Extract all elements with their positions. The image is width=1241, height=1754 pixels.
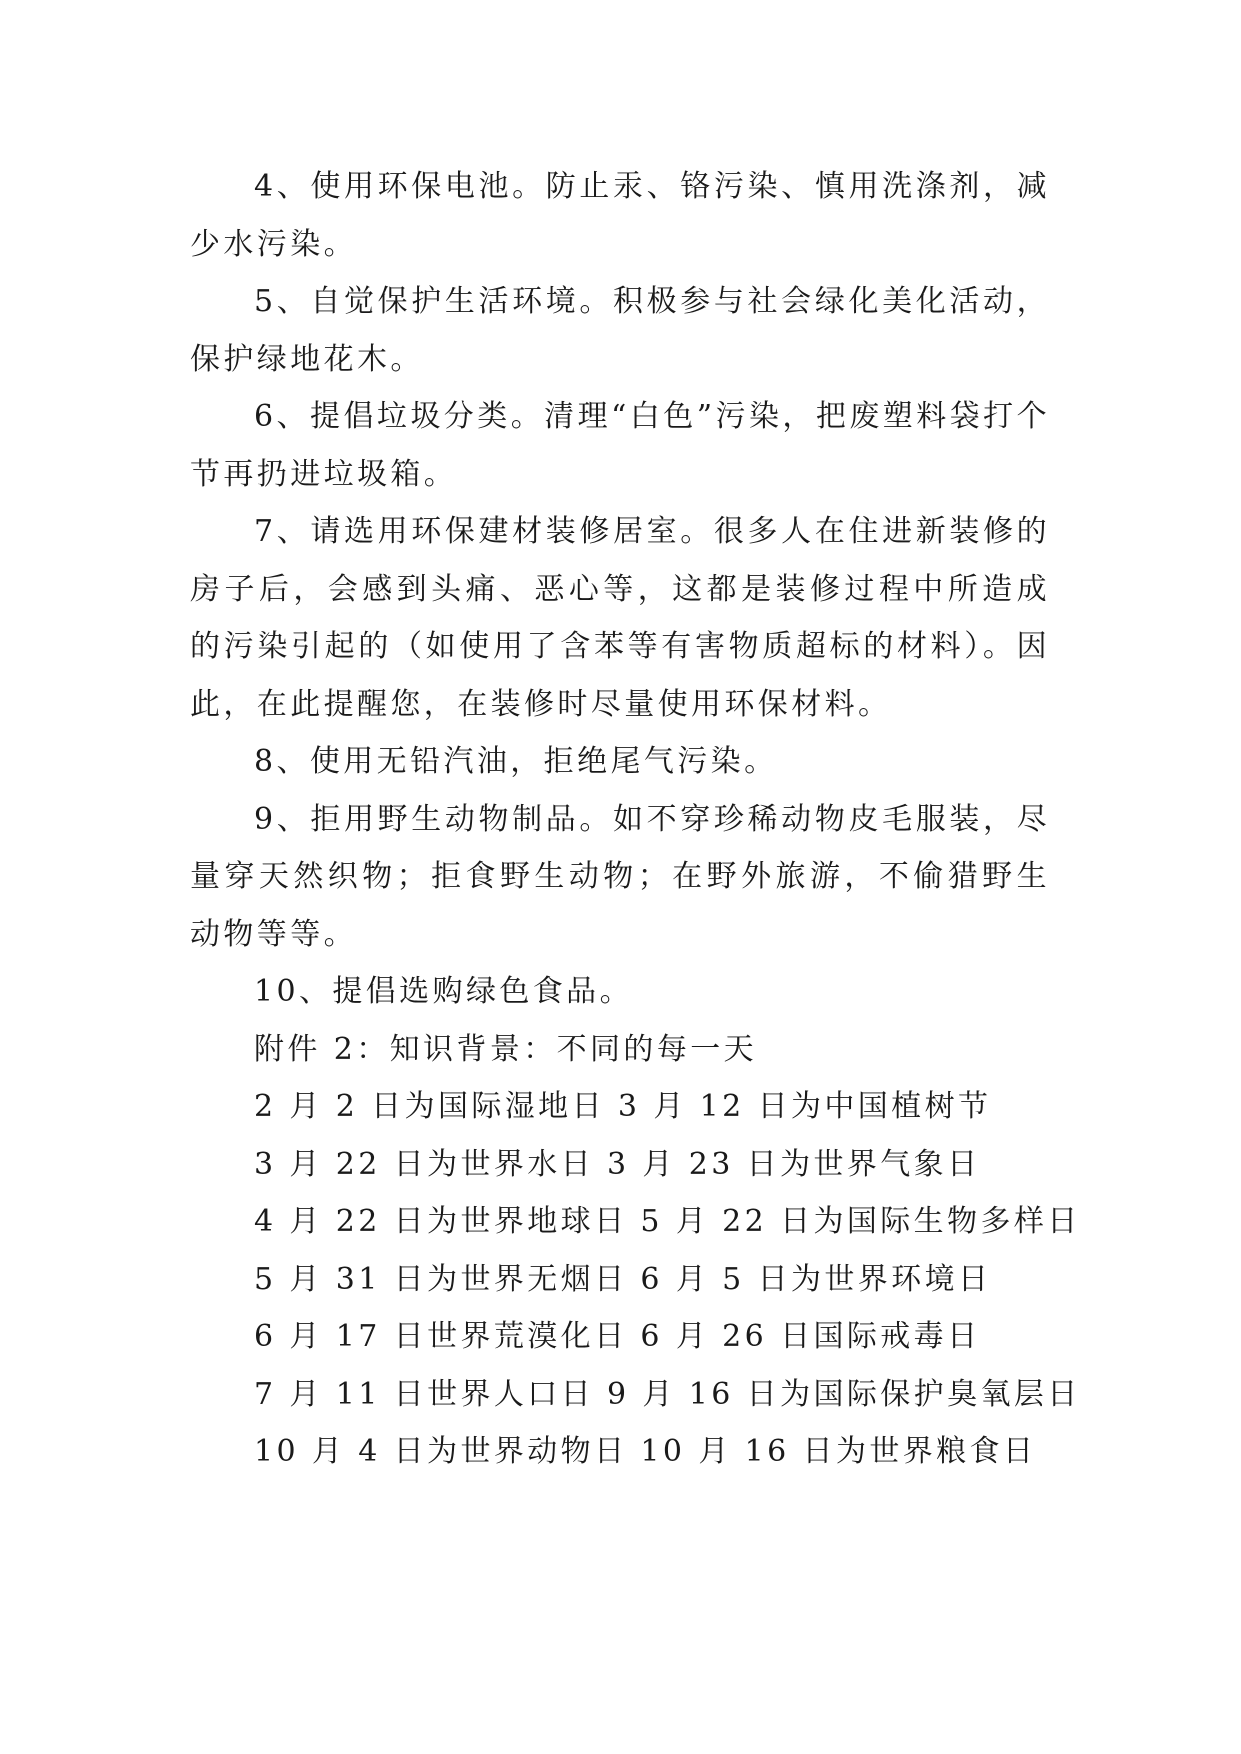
date-line: 3 月 22 日为世界水日 3 月 23 日为世界气象日: [254, 1146, 981, 1182]
date-line: 6 月 17 日世界荒漠化日 6 月 26 日国际戒毒日: [254, 1319, 981, 1354]
paragraph-item-5: 5、自觉保护生活环境。积极参与社会绿化美化活动，保护绿地花木。: [190, 284, 1050, 377]
paragraph-item-8: 8、使用无铅汽油，拒绝尾气污染。: [254, 744, 778, 779]
paragraph-item-4: 4、使用环保电池。防止汞、铬污染、慎用洗涤剂，减少水污染。: [190, 169, 1050, 262]
date-line: 2 月 2 日为国际湿地日 3 月 12 日为中国植树节: [254, 1089, 992, 1124]
date-line: 10 月 4 日为世界动物日 10 月 16 日为世界粮食日: [254, 1434, 1037, 1469]
document-body: [190, 158, 1081, 1481]
paragraph-item-6: 6、提倡垃圾分类。清理“白色”污染，把废塑料袋打个节再扔进垃圾箱。: [190, 399, 1050, 492]
paragraph-item-10: 10、提倡选购绿色食品。: [254, 974, 633, 1009]
date-line: 7 月 11 日世界人口日 9 月 16 日为国际保护臭氧层日: [254, 1376, 1081, 1412]
paragraph-item-9: 9、拒用野生动物制品。如不穿珍稀动物皮毛服装，尽量穿天然织物；拒食野生动物；在野外旅游，不偷猎野生动物等等。: [190, 801, 1050, 952]
date-line: 4 月 22 日为世界地球日 5 月 22 日为国际生物多样日: [254, 1204, 1081, 1239]
appendix-title: 附件 2：知识背景：不同的每一天: [254, 1031, 758, 1067]
date-line: 5 月 31 日为世界无烟日 6 月 5 日为世界环境日: [254, 1261, 992, 1297]
paragraph-item-7: 7、请选用环保建材装修居室。很多人在住进新装修的房子后，会感到头痛、恶心等，这都是装修过程中所造成的污染引起的（如使用了含苯等有害物质超标的材料）。因此，在此提醒您，在装修时尽量使用环保材料。: [190, 514, 1050, 722]
